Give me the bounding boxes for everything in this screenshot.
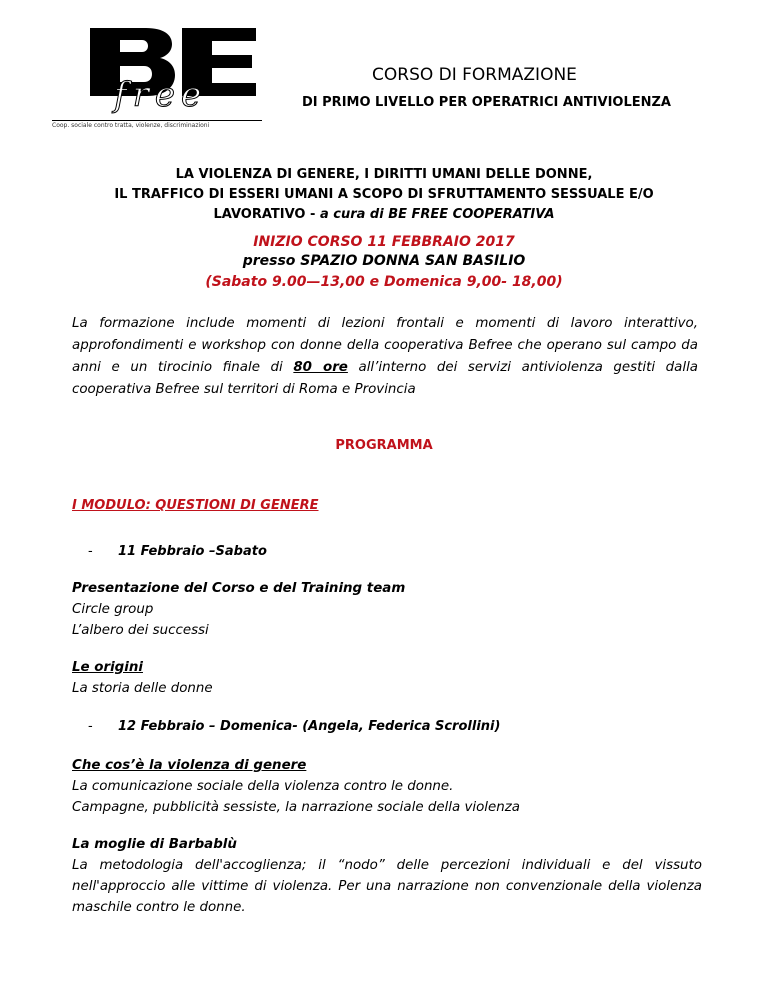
session-line: L’albero dei successi [72, 623, 209, 638]
day-2-label: 12 Febbraio – Domenica- (Angela, Federica Scrollini) [118, 719, 501, 734]
course-subtitle: DI PRIMO LIVELLO PER OPERATRICI ANTIVIOLENZA [302, 95, 671, 110]
main-heading-line-1: LA VIOLENZA DI GENERE, I DIRITTI UMANI DELLE DONNE, [175, 167, 593, 182]
main-heading-line-3: LAVORATIVO - a cura di BE FREE COOPERATIVA [213, 207, 555, 222]
intro-paragraph: La formazione include momenti di lezioni frontali e momenti di lavoro interattivo, approfondimenti e workshop con donne della cooperativa Befree che operano sul campo da anni e un tirocinio finale di 80 ore all’interno dei servizi antiviolenza gestiti dalla cooperativa Befree sul territori di Roma e Provincia [72, 316, 699, 397]
session-line: Campagne, pubblicità sessiste, la narrazione sociale della violenza [72, 800, 520, 815]
session-text: La metodologia dell'accoglienza; il “nodo” delle percezioni individuali e del vissuto nell'approccio alle vittime di violenza. Per una narrazione non convenzionale della violenza maschile contro le donne. [72, 858, 702, 915]
befree-logo [52, 28, 272, 129]
course-title: CORSO DI FORMAZIONE [372, 65, 577, 85]
session-title: Che cos’è la violenza di genere [72, 758, 307, 773]
main-heading-line-2: IL TRAFFICO DI ESSERI UMANI A SCOPO DI SFRUTTAMENTO SESSUALE E/O [114, 187, 654, 202]
session-origins [72, 657, 702, 699]
session-line: La comunicazione sociale della violenza contro le donne. [72, 779, 454, 794]
logo-tagline: Coop. sociale contro tratta, violenze, discriminazioni [52, 120, 262, 129]
session-title: Le origini [72, 660, 143, 675]
course-start-date: INIZIO CORSO 11 FEBBRAIO 2017 [253, 234, 515, 250]
list-dash: - [88, 544, 93, 559]
session-barbablu [72, 834, 702, 918]
session-title: La moglie di Barbablù [72, 837, 237, 852]
module-heading: I MODULO: QUESTIONI DI GENERE [72, 498, 319, 513]
session-title: Presentazione del Corso e del Training team [72, 581, 406, 596]
session-line: Circle group [72, 602, 154, 617]
internship-hours: 80 ore [293, 360, 348, 375]
session-presentation [72, 578, 702, 641]
session-gender-violence [72, 755, 702, 818]
free-script-logo-icon: free [114, 75, 208, 115]
session-line: La storia delle donne [72, 681, 213, 696]
main-heading [40, 165, 728, 225]
list-dash: - [88, 719, 93, 734]
day-1-label: 11 Febbraio –Sabato [118, 544, 267, 559]
course-location: presso SPAZIO DONNA SAN BASILIO [242, 253, 526, 269]
program-heading: PROGRAMMA [335, 438, 433, 453]
course-hours: (Sabato 9.00—13,00 e Domenica 9,00- 18,00) [205, 274, 563, 290]
